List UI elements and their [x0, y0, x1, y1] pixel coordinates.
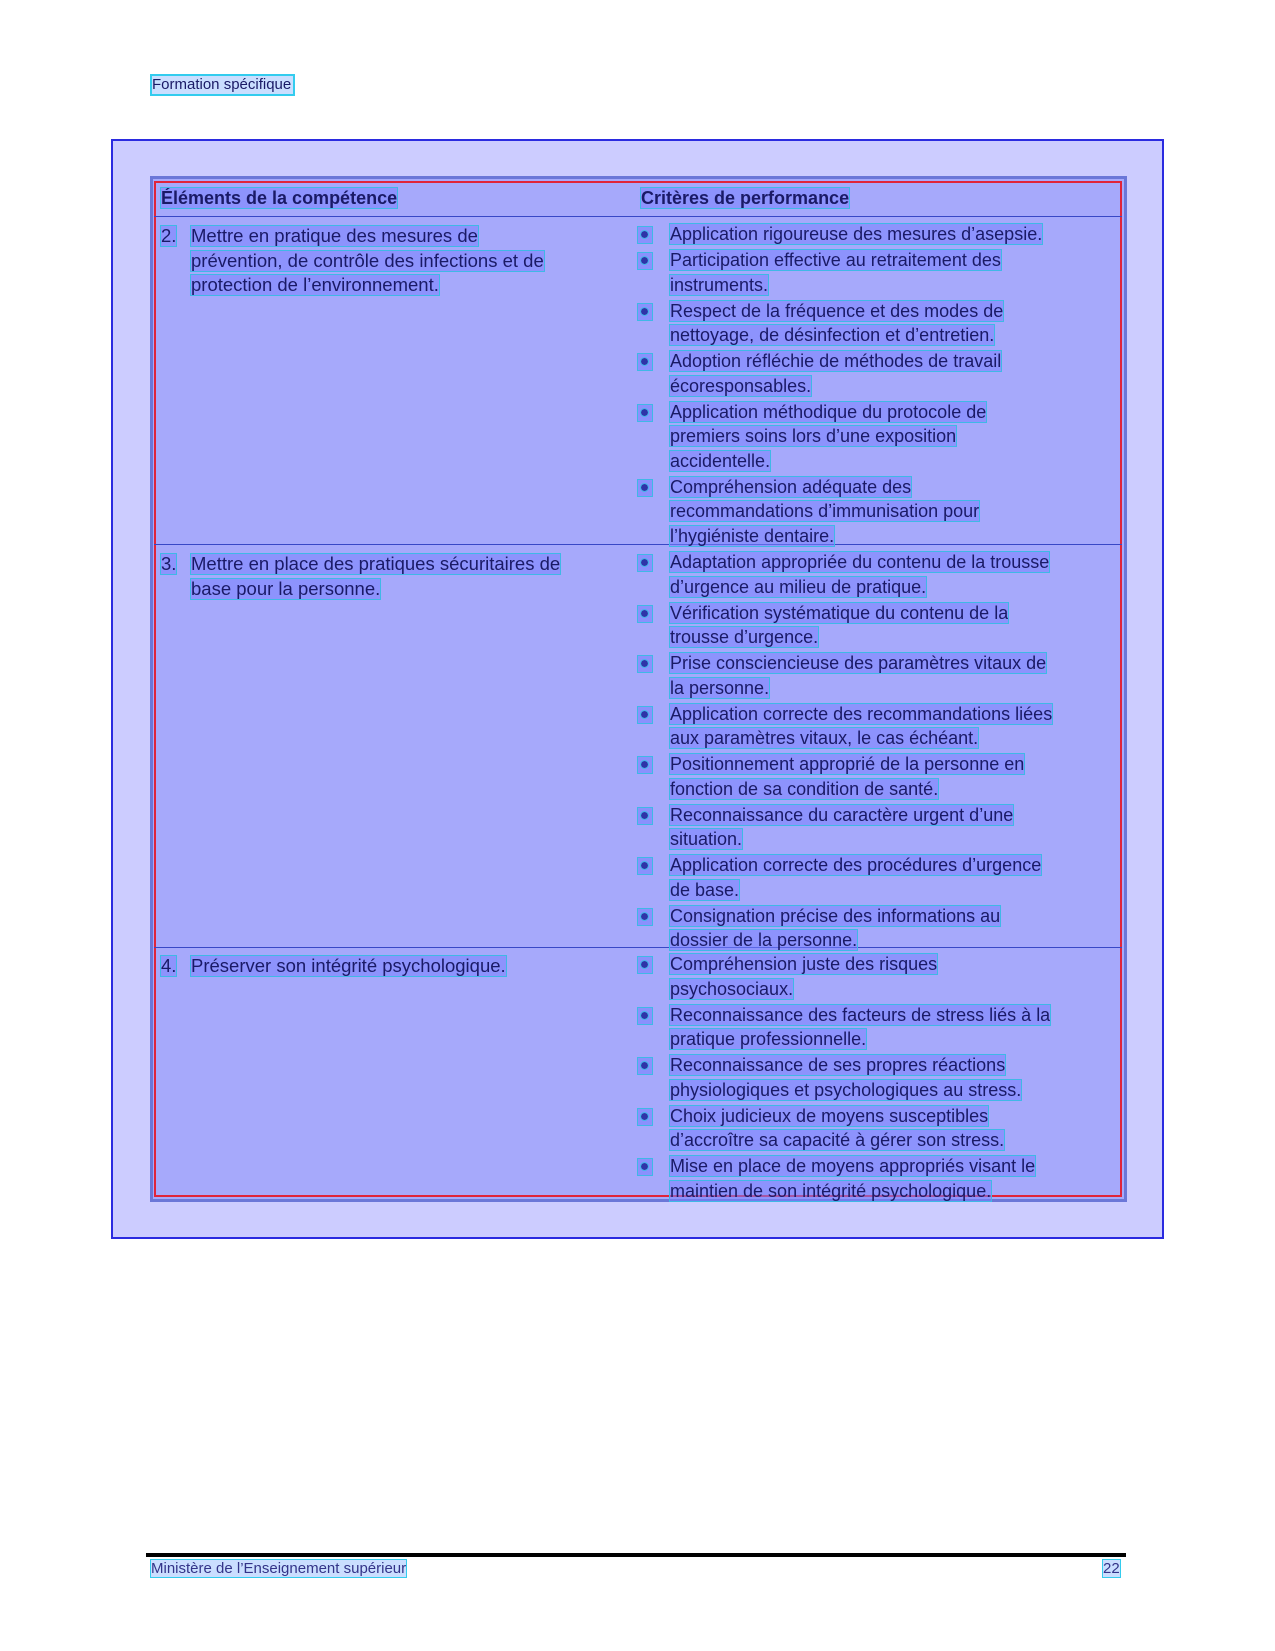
- page-header-title: Formation spécifique: [152, 76, 292, 93]
- element-text-line: prévention, de contrôle des infections et de: [191, 249, 544, 271]
- criterion-text-line: instruments.: [670, 274, 769, 295]
- criterion-text-line: Choix judicieux de moyens susceptibles: [670, 1105, 989, 1126]
- element-number: 4.: [161, 955, 177, 976]
- criterion-text-line: trousse d’urgence.: [670, 627, 819, 647]
- bullet-dot-icon: [641, 257, 648, 264]
- criterion-text-line: situation.: [670, 829, 743, 849]
- criterion-text-line: Prise consciencieuse des paramètres vitaux de: [670, 653, 1047, 673]
- criterion-text-line: Compréhension adéquate des: [670, 476, 912, 497]
- bullet-dot-icon: [641, 1113, 648, 1120]
- criterion-text-line: de base.: [670, 879, 740, 900]
- criterion-text-line: maintien de son intégrité psychologique.: [670, 1180, 992, 1201]
- bullet-dot-icon: [641, 610, 648, 617]
- criterion-text-line: Application méthodique du protocole de: [670, 401, 987, 422]
- bullet-dot-icon: [641, 862, 648, 869]
- criterion-text-line: Application correcte des recommandations liées: [670, 703, 1053, 724]
- bullet-dot-icon: [641, 711, 648, 718]
- header-divider: [154, 216, 1122, 217]
- criterion-text-line: écoresponsables.: [670, 375, 812, 396]
- criterion-text-line: d’accroître sa capacité à gérer son stress.: [670, 1130, 1005, 1150]
- element-text-line: protection de l’environnement.: [191, 274, 439, 295]
- criterion-text-line: Vérification systématique du contenu de la: [670, 602, 1009, 623]
- criterion-text-line: Application rigoureuse des mesures d’asepsie.: [670, 224, 1043, 244]
- bullet-dot-icon: [641, 961, 648, 968]
- criterion-text-line: accidentelle.: [670, 450, 771, 471]
- bullet-dot-icon: [641, 812, 648, 819]
- element-number: 3.: [161, 553, 177, 574]
- element-text-line: Préserver son intégrité psychologique.: [191, 955, 506, 976]
- criterion-text-line: Participation effective au retraitement des: [670, 250, 1001, 270]
- bullet-dot-icon: [641, 358, 648, 365]
- criterion-text-line: Reconnaissance des facteurs de stress liés à la: [670, 1004, 1051, 1025]
- criterion-text-line: l’hygiéniste dentaire.: [670, 525, 835, 546]
- criterion-text-line: Compréhension juste des risques: [670, 954, 938, 974]
- element-text-line: Mettre en place des pratiques sécuritaires de: [191, 553, 561, 574]
- bullet-dot-icon: [641, 231, 648, 238]
- row-divider: [154, 947, 1122, 948]
- footer-ministry: Ministère de l’Enseignement supérieur: [151, 1560, 407, 1577]
- criterion-text-line: fonction de sa condition de santé.: [670, 778, 939, 799]
- criterion-text-line: recommandations d’immunisation pour: [670, 501, 980, 521]
- criterion-text-line: Respect de la fréquence et des modes de: [670, 300, 1004, 321]
- criterion-text-line: d’urgence au milieu de pratique.: [670, 576, 927, 597]
- bullet-dot-icon: [641, 1012, 648, 1019]
- bullet-dot-icon: [641, 660, 648, 667]
- criterion-text-line: Adaptation appropriée du contenu de la trousse: [670, 552, 1050, 572]
- criterion-text-line: Application correcte des procédures d’urgence: [670, 855, 1042, 875]
- col-header-elements: Éléments de la compétence: [161, 188, 398, 208]
- bullet-dot-icon: [641, 761, 648, 768]
- criterion-text-line: Positionnement approprié de la personne en: [670, 754, 1025, 774]
- criterion-text-line: physiologiques et psychologiques au stress.: [670, 1079, 1022, 1100]
- bullet-dot-icon: [641, 913, 648, 920]
- criterion-text-line: nettoyage, de désinfection et d’entretien.: [670, 325, 995, 345]
- bullet-dot-icon: [641, 559, 648, 566]
- footer-page-number: 22: [1103, 1560, 1120, 1577]
- criterion-text-line: Reconnaissance du caractère urgent d’une: [670, 804, 1014, 825]
- bullet-dot-icon: [641, 1062, 648, 1069]
- col-header-criteria: Critères de performance: [641, 188, 850, 208]
- criterion-text-line: la personne.: [670, 677, 770, 698]
- bullet-dot-icon: [641, 1163, 648, 1170]
- element-number: 2.: [161, 225, 177, 246]
- criterion-text-line: dossier de la personne.: [670, 930, 858, 950]
- criterion-text-line: pratique professionnelle.: [670, 1029, 867, 1049]
- criterion-text-line: Reconnaissance de ses propres réactions: [670, 1055, 1006, 1075]
- element-text-line: base pour la personne.: [191, 577, 381, 599]
- row-divider: [154, 544, 1122, 545]
- criterion-text-line: premiers soins lors d’une exposition: [670, 426, 957, 446]
- footer-rule: [146, 1553, 1126, 1557]
- bullet-dot-icon: [641, 409, 648, 416]
- criterion-text-line: aux paramètres vitaux, le cas échéant.: [670, 728, 979, 748]
- criterion-text-line: Adoption réfléchie de méthodes de travail: [670, 351, 1002, 371]
- criterion-text-line: Mise en place de moyens appropriés visant le: [670, 1156, 1036, 1176]
- bullet-dot-icon: [641, 308, 648, 315]
- criterion-text-line: Consignation précise des informations au: [670, 905, 1001, 926]
- criterion-text-line: psychosociaux.: [670, 978, 794, 999]
- element-text-line: Mettre en pratique des mesures de: [191, 225, 478, 246]
- bullet-dot-icon: [641, 484, 648, 491]
